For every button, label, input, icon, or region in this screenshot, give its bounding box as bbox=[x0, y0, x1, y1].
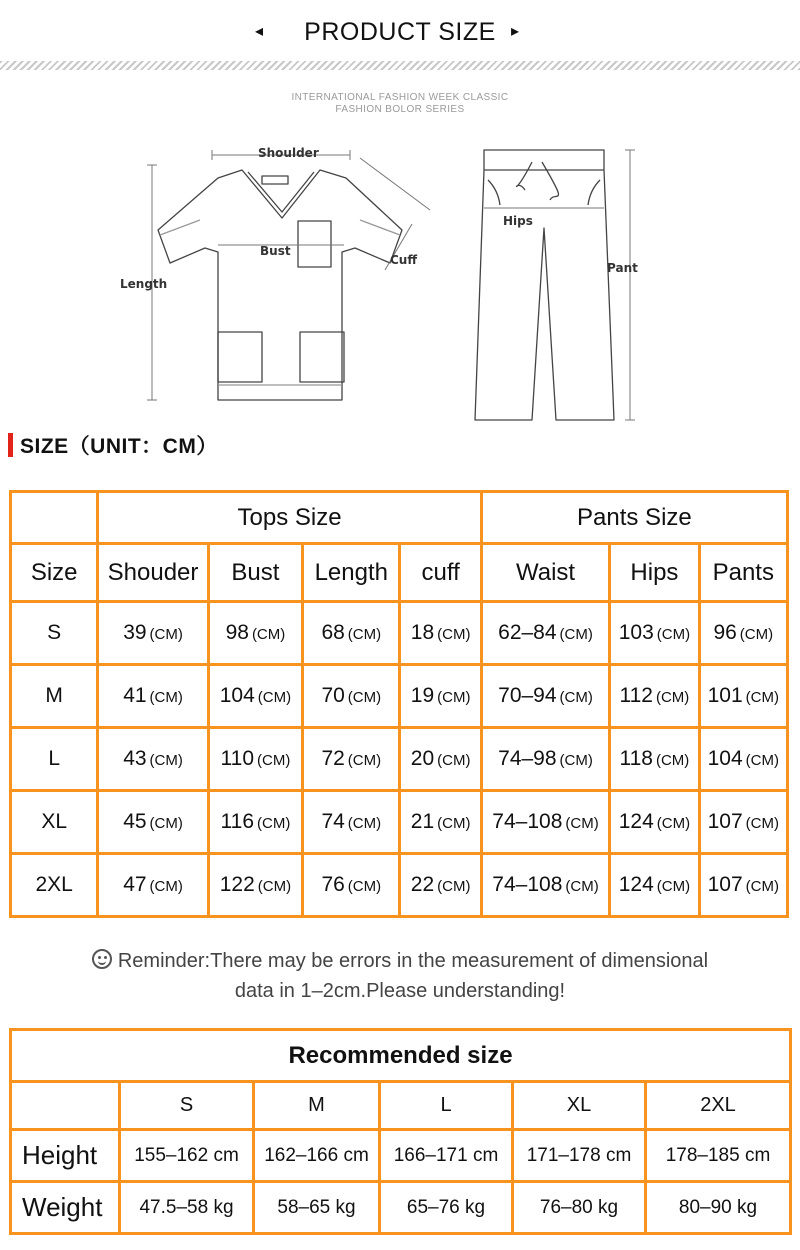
cell-bust bbox=[208, 854, 302, 917]
rec-size-cell: S bbox=[120, 1082, 254, 1130]
cell-length-value: 68 bbox=[321, 621, 345, 644]
cell-shoulder bbox=[98, 728, 208, 791]
cell-shoulder bbox=[98, 602, 208, 665]
cell-waist-value: 74–108 bbox=[492, 873, 563, 896]
arrow-right-icon: ▸ bbox=[511, 23, 520, 40]
cell-shoulder bbox=[98, 854, 208, 917]
cell-waist-value: 62–84 bbox=[498, 621, 557, 644]
unit-label: (CM) bbox=[437, 878, 471, 895]
page-header bbox=[0, 0, 800, 70]
rec-size-cell: XL bbox=[513, 1082, 646, 1130]
unit-label: (CM) bbox=[656, 626, 691, 643]
cell-cuff-value: 22 bbox=[410, 873, 435, 896]
smiley-icon bbox=[92, 949, 112, 969]
unit-label: (CM) bbox=[347, 689, 382, 706]
cell-length-value: 70 bbox=[321, 684, 345, 707]
height-cell: 155–162 cm bbox=[120, 1130, 254, 1182]
cell-hips-value: 124 bbox=[618, 873, 654, 896]
cell-size-value: 2XL bbox=[35, 873, 73, 896]
cell-hips-value: 124 bbox=[618, 810, 654, 833]
rec-size-cell: L bbox=[380, 1082, 513, 1130]
cell-bust-value: 122 bbox=[219, 873, 255, 896]
size-table-row bbox=[11, 602, 788, 665]
cell-pants-value: 96 bbox=[713, 621, 737, 644]
cell-hips bbox=[610, 854, 699, 917]
cell-size-value: L bbox=[48, 747, 60, 770]
unit-label: (CM) bbox=[437, 752, 471, 769]
cell-length-value: 72 bbox=[321, 747, 345, 770]
cell-bust bbox=[208, 602, 302, 665]
cell-bust-value: 110 bbox=[220, 747, 254, 770]
page-title: PRODUCT SIZE bbox=[304, 18, 496, 46]
size-table-row bbox=[11, 854, 788, 917]
unit-label: (CM) bbox=[347, 752, 382, 769]
cell-length bbox=[303, 602, 400, 665]
label-hips: Hips bbox=[503, 214, 533, 228]
cell-pants bbox=[699, 602, 787, 665]
height-cell: 166–171 cm bbox=[380, 1130, 513, 1182]
caption-line-1: INTERNATIONAL FASHION WEEK CLASSIC bbox=[291, 92, 509, 103]
cell-bust-value: 104 bbox=[219, 684, 255, 707]
cell-length-value: 74 bbox=[321, 810, 345, 833]
size-table bbox=[9, 490, 789, 918]
weight-label: Weight bbox=[11, 1182, 120, 1234]
cell-hips bbox=[610, 791, 699, 854]
unit-label: (CM) bbox=[437, 626, 471, 643]
unit-label: (CM) bbox=[559, 626, 593, 643]
rec-size-cell: M bbox=[254, 1082, 380, 1130]
label-shoulder: Shoulder bbox=[258, 146, 319, 160]
cell-shoulder-value: 45 bbox=[123, 810, 147, 833]
recommended-sizes-row bbox=[11, 1082, 791, 1130]
label-pant: Pant bbox=[607, 261, 638, 275]
pants-outline bbox=[475, 150, 614, 420]
unit-label: (CM) bbox=[347, 626, 382, 643]
caption-line-2: FASHION BOLOR SERIES bbox=[335, 104, 465, 115]
cell-pants-value: 104 bbox=[707, 747, 743, 770]
unit-label: (CM) bbox=[565, 878, 599, 895]
cell-bust bbox=[208, 665, 302, 728]
unit-label: (CM) bbox=[149, 689, 183, 706]
cell-length bbox=[303, 665, 400, 728]
cell-shoulder-value: 41 bbox=[123, 684, 147, 707]
col-header-pants: Pants bbox=[699, 544, 787, 602]
cell-shoulder-value: 43 bbox=[123, 747, 147, 770]
cell-hips-value: 103 bbox=[618, 621, 654, 644]
reminder-note bbox=[0, 946, 800, 1006]
recommended-title-row bbox=[11, 1030, 791, 1082]
cell-waist-value: 74–108 bbox=[492, 810, 563, 833]
cell-length bbox=[303, 791, 400, 854]
cell-bust-value: 98 bbox=[225, 621, 249, 644]
cell-waist-value: 74–98 bbox=[498, 747, 557, 770]
cell-length bbox=[303, 728, 400, 791]
recommended-weight-row bbox=[11, 1182, 791, 1234]
col-header-waist: Waist bbox=[481, 544, 609, 602]
unit-label: (CM) bbox=[745, 878, 779, 895]
cell-size-value: S bbox=[47, 621, 62, 644]
cell-cuff-value: 18 bbox=[410, 621, 435, 644]
col-header-bust: Bust bbox=[208, 544, 302, 602]
cell-waist bbox=[481, 854, 609, 917]
cell-waist bbox=[481, 728, 609, 791]
cell-shoulder-value: 47 bbox=[123, 873, 147, 896]
col-header-cuff: cuff bbox=[400, 544, 481, 602]
unit-label: (CM) bbox=[655, 752, 690, 769]
weight-cell: 47.5–58 kg bbox=[120, 1182, 254, 1234]
height-label: Height bbox=[11, 1130, 120, 1182]
label-cuff: Cuff bbox=[390, 253, 418, 267]
weight-cell: 76–80 kg bbox=[513, 1182, 646, 1234]
cell-size-value: XL bbox=[41, 810, 67, 833]
cell-cuff bbox=[400, 665, 481, 728]
weight-cell: 65–76 kg bbox=[380, 1182, 513, 1234]
col-header-hips: Hips bbox=[610, 544, 699, 602]
cell-cuff bbox=[400, 728, 481, 791]
recommended-height-row bbox=[11, 1130, 791, 1182]
unit-label: (CM) bbox=[745, 752, 779, 769]
cell-length bbox=[303, 854, 400, 917]
cell-cuff bbox=[400, 602, 481, 665]
size-heading-text: SIZE（UNIT：CM） bbox=[20, 435, 218, 458]
cell-size-value: M bbox=[45, 684, 63, 707]
unit-label: (CM) bbox=[656, 878, 691, 895]
cell-pants-value: 101 bbox=[707, 684, 743, 707]
cell-waist bbox=[481, 602, 609, 665]
cell-size bbox=[11, 854, 98, 917]
recommended-size-table bbox=[9, 1028, 792, 1235]
top-outline bbox=[158, 170, 402, 400]
height-cell: 162–166 cm bbox=[254, 1130, 380, 1182]
unit-label: (CM) bbox=[437, 689, 471, 706]
rec-size-cell: 2XL bbox=[646, 1082, 791, 1130]
cell-bust bbox=[208, 791, 302, 854]
size-table-row bbox=[11, 791, 788, 854]
unit-label: (CM) bbox=[257, 752, 291, 769]
cell-pants bbox=[699, 665, 787, 728]
unit-label: (CM) bbox=[149, 752, 183, 769]
unit-label: (CM) bbox=[149, 815, 183, 832]
top-measure-lines bbox=[147, 150, 430, 400]
reminder-line-1: Reminder:There may be errors in the measurement of dimensional bbox=[117, 950, 709, 972]
cell-pants bbox=[699, 791, 787, 854]
height-cell: 171–178 cm bbox=[513, 1130, 646, 1182]
unit-label: (CM) bbox=[257, 815, 291, 832]
unit-label: (CM) bbox=[149, 878, 183, 895]
tops-size-header: Tops Size bbox=[98, 492, 481, 544]
col-header-size: Size bbox=[11, 544, 98, 602]
arrow-left-icon: ◂ bbox=[255, 23, 264, 40]
cell-bust bbox=[208, 728, 302, 791]
cell-pants-value: 107 bbox=[707, 873, 743, 896]
heading-accent-bar bbox=[8, 433, 13, 457]
reminder-line-2: data in 1–2cm.Please understanding! bbox=[234, 980, 566, 1002]
cell-pants-value: 107 bbox=[707, 810, 743, 833]
cell-bust-value: 116 bbox=[220, 810, 254, 833]
cell-shoulder-value: 39 bbox=[123, 621, 147, 644]
recommended-title: Recommended size bbox=[11, 1030, 791, 1082]
cell-size bbox=[11, 728, 98, 791]
cell-shoulder bbox=[98, 665, 208, 728]
unit-label: (CM) bbox=[656, 815, 691, 832]
cell-cuff-value: 19 bbox=[410, 684, 435, 707]
cell-hips-value: 118 bbox=[619, 747, 653, 770]
weight-cell: 80–90 kg bbox=[646, 1182, 791, 1234]
col-header-shoulder: Shouder bbox=[98, 544, 208, 602]
unit-label: (CM) bbox=[739, 626, 774, 643]
garment-diagram bbox=[0, 120, 800, 440]
unit-label: (CM) bbox=[257, 689, 292, 706]
cell-hips-value: 112 bbox=[619, 684, 653, 707]
cell-pants bbox=[699, 854, 787, 917]
unit-label: (CM) bbox=[251, 626, 286, 643]
label-length: Length bbox=[120, 277, 168, 291]
unit-label: (CM) bbox=[745, 815, 779, 832]
weight-cell: 58–65 kg bbox=[254, 1182, 380, 1234]
cell-cuff bbox=[400, 791, 481, 854]
cell-length-value: 76 bbox=[321, 873, 345, 896]
unit-label: (CM) bbox=[347, 878, 382, 895]
col-header-length: Length bbox=[303, 544, 400, 602]
unit-label: (CM) bbox=[745, 689, 779, 706]
unit-label: (CM) bbox=[257, 878, 292, 895]
cell-waist bbox=[481, 791, 609, 854]
unit-label: (CM) bbox=[559, 752, 593, 769]
unit-label: (CM) bbox=[347, 815, 382, 832]
cell-cuff bbox=[400, 854, 481, 917]
cell-hips bbox=[610, 728, 699, 791]
cell-size bbox=[11, 791, 98, 854]
label-bust: Bust bbox=[260, 244, 291, 258]
unit-label: (CM) bbox=[655, 689, 690, 706]
size-table-header-row bbox=[11, 544, 788, 602]
cell-size bbox=[11, 602, 98, 665]
empty-corner-cell bbox=[11, 492, 98, 544]
series-caption bbox=[0, 92, 800, 116]
cell-waist-value: 70–94 bbox=[498, 684, 557, 707]
height-cell: 178–185 cm bbox=[646, 1130, 791, 1182]
cell-pants bbox=[699, 728, 787, 791]
unit-label: (CM) bbox=[559, 689, 593, 706]
size-table-row bbox=[11, 728, 788, 791]
unit-label: (CM) bbox=[437, 815, 471, 832]
pants-size-header: Pants Size bbox=[481, 492, 787, 544]
cell-hips bbox=[610, 602, 699, 665]
cell-hips bbox=[610, 665, 699, 728]
unit-label: (CM) bbox=[149, 626, 183, 643]
size-table-group-row bbox=[11, 492, 788, 544]
unit-label: (CM) bbox=[565, 815, 599, 832]
size-table-row bbox=[11, 665, 788, 728]
cell-waist bbox=[481, 665, 609, 728]
hatched-divider bbox=[0, 61, 800, 70]
cell-size bbox=[11, 665, 98, 728]
cell-shoulder bbox=[98, 791, 208, 854]
cell-cuff-value: 20 bbox=[410, 747, 435, 770]
empty-corner-cell bbox=[11, 1082, 120, 1130]
size-section-heading bbox=[8, 430, 218, 460]
cell-cuff-value: 21 bbox=[410, 810, 435, 833]
